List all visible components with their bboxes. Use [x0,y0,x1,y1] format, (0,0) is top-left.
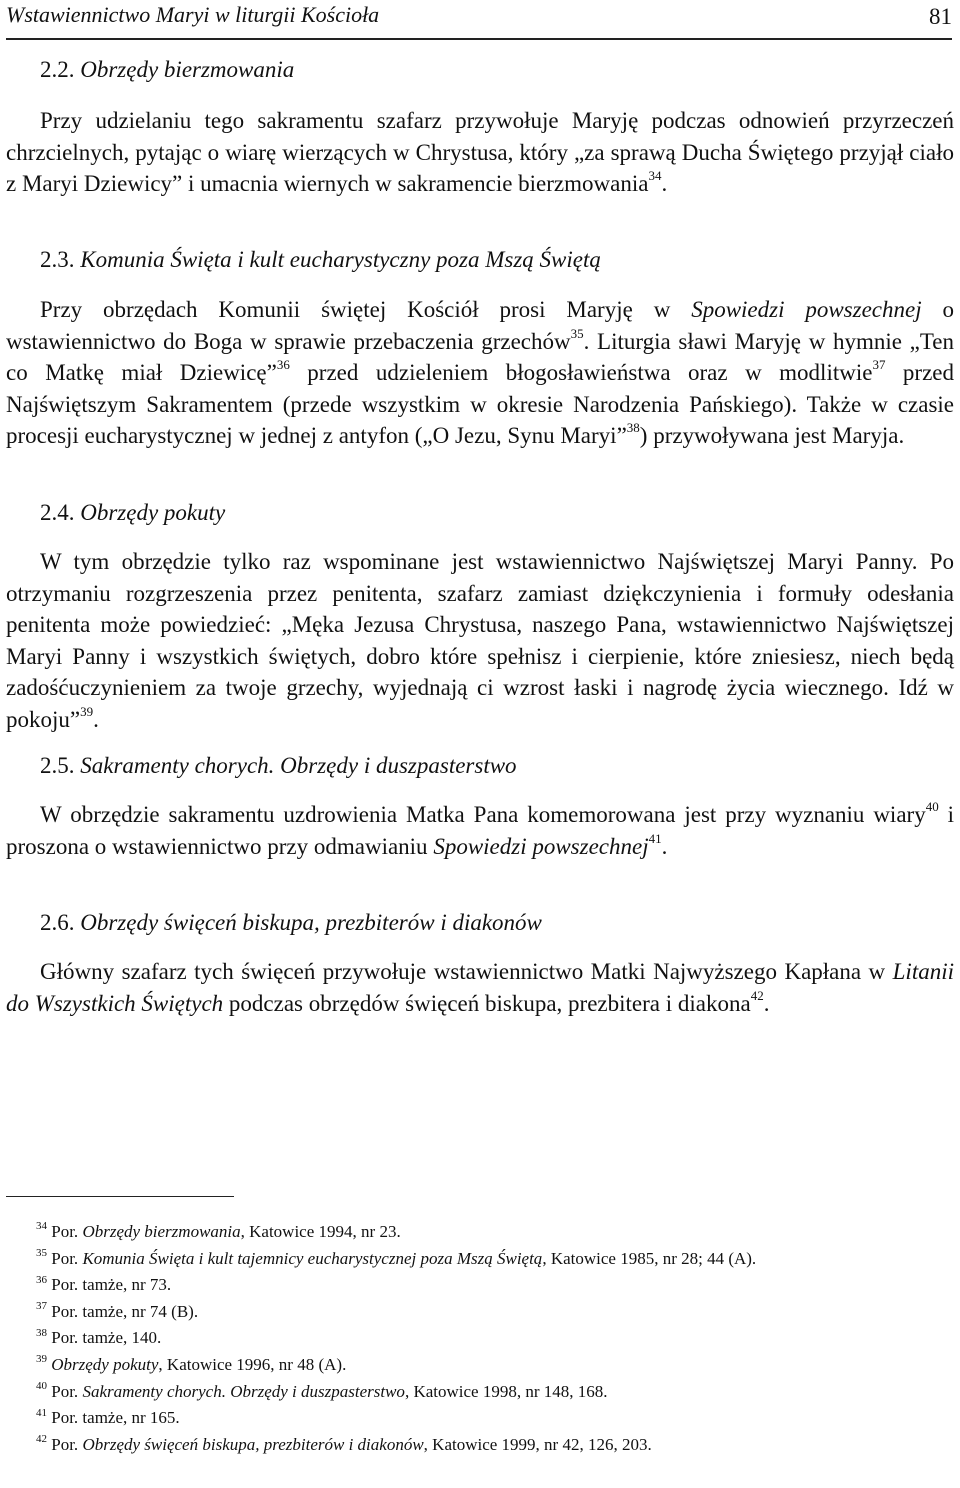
footnote-number: 42 [36,1433,47,1446]
footnote-ref: 41 [648,830,662,846]
paragraph [6,799,954,862]
footnote-number: 40 [36,1379,47,1392]
heading-title: Obrzędy święceń biskupa, prezbiterów i diakonów [80,910,542,935]
footnote-number: 34 [36,1220,47,1233]
footnote-italic: Obrzędy pokuty [51,1354,159,1374]
footnote [6,1272,954,1299]
footnote-text: , Katowice 1999, nr 42, 126, 203. [423,1434,652,1454]
heading-number: 2.4. [40,500,81,525]
footnote [6,1379,954,1406]
footnote-text: Por. tamże, nr 165. [47,1408,180,1428]
footnote-italic: Obrzędy święceń biskupa, prezbiterów i diakonów [82,1434,424,1454]
paragraph-text: ) przywoływana jest Maryja. [639,423,905,448]
footnote-ref: 36 [276,357,290,373]
footnote-ref: 42 [750,987,764,1003]
running-title: Wstawiennictwo Maryi w liturgii Kościoła [6,2,380,27]
paragraph-text: przed Najświętszym Sakramentem (przede wszystkim w okresie Narodzenia Pańskiego). Także w czasie procesji eucharystycznej w jednej z antyfon („O Jezu, Synu Maryi” [6,360,955,448]
footnote-italic: Komunia Święta i kult tajemnicy eucharystycznej poza Mszą Świętą [82,1248,543,1268]
footnote-ref: 38 [626,420,640,436]
heading-number: 2.6. [40,910,81,935]
section-2-6-body [6,956,954,1019]
heading-2-3 [40,247,601,273]
footnote [6,1432,954,1459]
paragraph [6,294,954,452]
footnote-text: Por. [47,1381,83,1401]
section-2-2-body [6,105,954,200]
heading-2-6 [40,910,542,936]
footnote-text: Por. tamże, nr 74 (B). [47,1301,199,1321]
page-number: 81 [929,4,952,29]
running-header [6,0,952,40]
footnote-italic: Obrzędy bierzmowania [82,1222,241,1241]
paragraph-text: W obrzędzie sakramentu uzdrowienia Matka Pana komemorowana jest przy wyznaniu wiary [40,802,926,827]
paragraph-italic: Spowiedzi powszechnej [691,297,922,322]
paragraph-text: i proszona o wstawiennictwo przy odmawianiu [6,802,955,859]
footnote-number: 35 [36,1246,47,1259]
paragraph-italic: Litanii do Wszystkich Świętych [6,959,954,1016]
heading-2-2 [40,57,294,83]
footnote-number: 39 [36,1353,47,1366]
paragraph-text: Przy udzielaniu tego sakramentu szafarz przywołuje Maryję podczas odnowień przyrzeczeń chrzcielnych, pytając o wiarę wierzących w Chrystusa, który „za sprawą Ducha Świętego przyjął ciało z Maryi Dziewicy” i umacnia wiernych w sakramencie bierzmowania [6,108,954,196]
paragraph [6,105,954,200]
footnote-text: , Katowice 1996, nr 48 (A). [158,1354,347,1374]
paragraph-text: W tym obrzędzie tylko raz wspominane jest wstawiennictwo Najświętszej Maryi Panny. Po otrzymaniu rozgrzeszenia przez penitenta, szafarz zamiast dziękczynienia i formuły odesłania penitenta może powiedzieć: „Męka Jezusa Chrystusa, naszego Pana, wstawiennictwo Najświętszej Maryi Panny i wszystkich świętych, dobro które spełnisz i cierpienie, które zniesiesz, niech będą zadośćuczynieniem za twoje grzechy, wyjednają ci wzrost łaski i nagrodę życia wiecznego. Idź w pokoju” [6,549,954,732]
footnote-text: Por. tamże, 140. [47,1328,162,1348]
paragraph-end: . [661,171,668,196]
paragraph-text: o wstawiennictwo do Boga w sprawie przebaczenia grzechów [6,297,954,354]
footnote-text: Por. [47,1222,83,1241]
paragraph-text: przed udzieleniem błogosławieństwa oraz w modlitwie [289,360,873,385]
footnote [6,1325,954,1352]
footnote-number: 38 [36,1326,47,1339]
heading-number: 2.2. [40,57,81,82]
paragraph-text: Główny szafarz tych święceń przywołuje wstawiennictwo Matki Najwyższego Kapłana w [40,959,893,984]
footnote-ref: 39 [80,703,94,719]
heading-title: Komunia Święta i kult eucharystyczny poza Mszą Świętą [80,247,601,272]
footnote-text: , Katowice 1994, nr 23. [240,1222,401,1241]
footnote-text: , Katowice 1998, nr 148, 168. [404,1381,608,1401]
paragraph-text: Przy obrzędach Komunii świętej Kościół prosi Maryję w [40,297,692,322]
paragraph-text: . Liturgia sławi Maryję w hymnie „Ten co Matkę miał Dziewicę” [6,328,954,385]
paragraph-end: . [93,706,99,732]
paragraph-italic: Spowiedzi powszechnej [433,833,649,859]
heading-title: Obrzędy pokuty [80,500,226,525]
footnote-text: Por. tamże, nr 73. [47,1275,172,1295]
heading-title: Obrzędy bierzmowania [80,57,295,82]
heading-title: Sakramenty chorych. Obrzędy i duszpasterstwo [80,753,517,778]
section-2-5-body [6,799,954,862]
footnote [6,1246,954,1273]
section-2-3-body [6,294,954,452]
heading-2-5 [40,753,517,779]
footnote-text: , Katowice 1985, nr 28; 44 (A). [542,1248,757,1268]
footnote-ref: 35 [570,325,584,341]
footnote-ref: 34 [648,168,662,184]
footnote-italic: Sakramenty chorych. Obrzędy i duszpasterstwo [82,1381,405,1401]
footnote-ref: 40 [925,799,939,815]
footnote [6,1299,954,1326]
heading-number: 2.3. [40,247,81,272]
paragraph [6,956,954,1019]
heading-2-4 [40,500,225,526]
footnote-ref: 37 [872,357,886,373]
footnote-text: Por. [47,1434,83,1454]
footnote [6,1352,954,1379]
footnote-number: 41 [36,1406,47,1419]
paragraph-end: . [763,990,770,1016]
section-2-4-body [6,546,954,735]
footnote [6,1405,954,1432]
footnote-separator [6,1196,234,1197]
footnotes [6,1219,954,1458]
footnote-number: 37 [36,1300,47,1313]
paragraph-end: . [661,833,668,859]
footnote-text: Por. [47,1248,83,1268]
paragraph [6,546,954,735]
footnote [6,1219,954,1246]
footnote-number: 36 [36,1273,47,1286]
paragraph-text: podczas obrzędów święceń biskupa, prezbitera i diakona [223,990,751,1016]
heading-number: 2.5. [40,753,81,778]
